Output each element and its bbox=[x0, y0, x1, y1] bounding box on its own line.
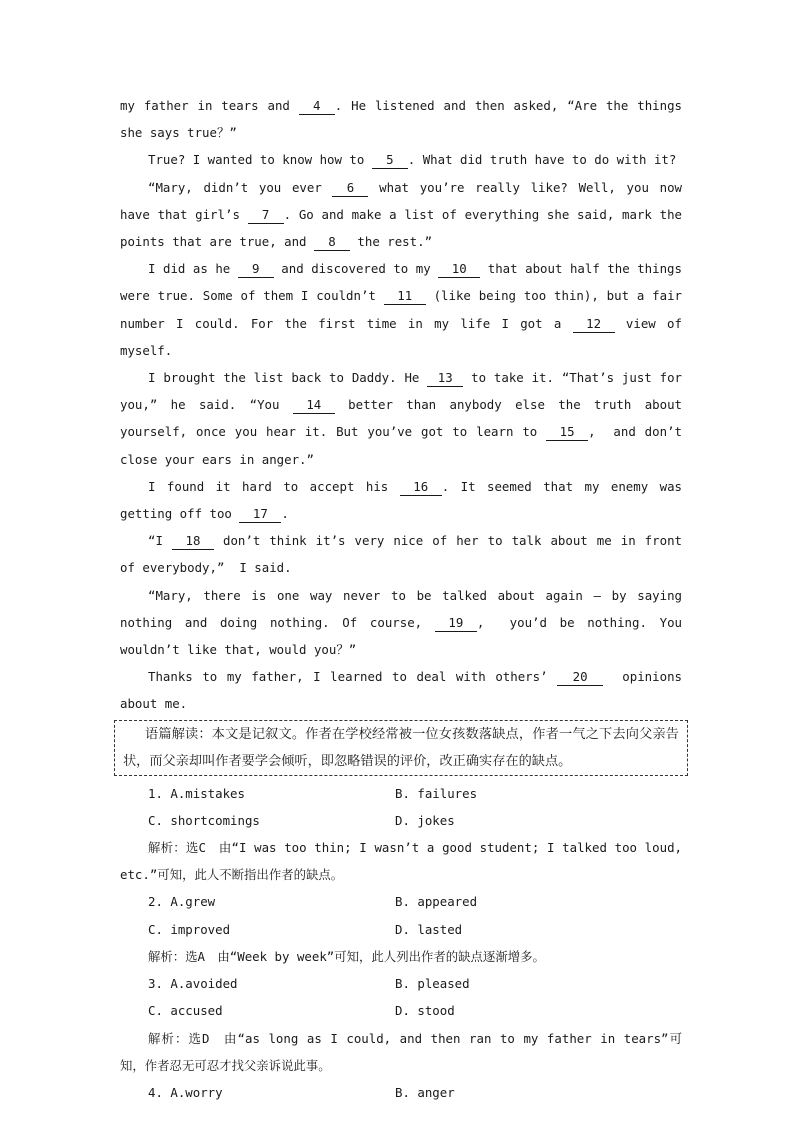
option: 4. A.worry bbox=[148, 1084, 223, 1100]
paragraph-text: I did as he bbox=[148, 261, 238, 277]
blank-18: 18 bbox=[172, 533, 214, 550]
paragraph-text: , and don’t close your ears in anger.” bbox=[120, 424, 690, 467]
option: B. pleased bbox=[395, 976, 470, 992]
option: 2. A.grew bbox=[148, 894, 216, 910]
passage-paragraph bbox=[120, 174, 690, 256]
paragraph-text: Thanks to my father, I learned to deal with others’ bbox=[148, 669, 558, 685]
option: C. improved bbox=[148, 921, 231, 937]
answer-analysis: 解析：选A 由“Week by week”可知，此人列出作者的缺点逐渐增多。 bbox=[148, 948, 545, 964]
option: D. stood bbox=[395, 1003, 455, 1019]
paragraph-text: “Mary, there is one way never to be talked about again — by saying nothing and doing nothing. Of course, bbox=[120, 587, 690, 630]
paragraph-text: I brought the list back to Daddy. He bbox=[148, 370, 428, 386]
blank-6: 6 bbox=[332, 180, 368, 197]
paragraph-text: my father in tears and bbox=[120, 98, 299, 113]
answer-analysis: 解析：选C 由“I was too thin; I wasn’t a good student; I talked too loud, etc.”可知，此人不断指出作者的缺点。 bbox=[120, 840, 690, 883]
passage-paragraph bbox=[120, 663, 690, 717]
blank-19: 19 bbox=[435, 615, 477, 632]
document-page bbox=[120, 92, 690, 1106]
passage-paragraph bbox=[120, 527, 690, 581]
blank-13: 13 bbox=[427, 370, 463, 387]
passage-paragraph bbox=[120, 255, 690, 364]
blank-9: 9 bbox=[238, 261, 274, 278]
paragraph-text: , you’d be nothing. You wouldn’t like that, would you？” bbox=[120, 614, 690, 658]
paragraph-text: . Go and make a list of everything she said, mark the points that are true, and bbox=[120, 206, 690, 250]
blank-4: 4 bbox=[299, 98, 335, 115]
paragraph-text: to take it. “That’s just for you,” he said. “You bbox=[120, 370, 690, 413]
option: B. failures bbox=[395, 785, 478, 801]
paragraph-text: view of myself. bbox=[120, 315, 690, 358]
blank-15: 15 bbox=[546, 424, 588, 441]
option: B. anger bbox=[395, 1084, 455, 1100]
paragraph-text: . It seemed that my enemy was getting off too bbox=[120, 478, 690, 522]
passage-summary: 语篇解读：本文是记叙文。作者在学校经常被一位女孩数落缺点，作者一气之下去向父亲告状，而父亲却叫作者要学会倾听，即忽略错误的评价，改正确实存在的缺点。 bbox=[123, 726, 679, 769]
paragraph-text: “I bbox=[148, 533, 172, 549]
passage-paragraph bbox=[120, 92, 690, 146]
blank-8: 8 bbox=[314, 234, 350, 251]
paragraph-text: “Mary, didn’t you ever bbox=[148, 179, 333, 195]
question-list bbox=[120, 780, 690, 1106]
blank-14: 14 bbox=[293, 397, 335, 414]
summary-box bbox=[114, 720, 688, 776]
paragraph-text: don’t think it’s very nice of her to talk about me in front of everybody,” I said. bbox=[120, 533, 690, 576]
option-row bbox=[120, 780, 682, 807]
blank-12: 12 bbox=[573, 316, 615, 333]
passage-paragraph bbox=[120, 146, 682, 173]
blank-5: 5 bbox=[372, 152, 408, 169]
paragraph-text: True? I wanted to know how to bbox=[148, 152, 372, 168]
paragraph-text: . bbox=[281, 506, 289, 522]
answer-analysis: 解析：选D 由“as long as I could, and then ran to my father in tears”可知，作者忍无可忍才找父亲诉说此事。 bbox=[120, 1030, 682, 1073]
option: 1. A.mistakes bbox=[148, 785, 245, 801]
passage-paragraph bbox=[120, 582, 690, 664]
option: 3. A.avoided bbox=[148, 976, 238, 992]
blank-17: 17 bbox=[239, 506, 281, 523]
blank-10: 10 bbox=[438, 261, 480, 278]
option-row bbox=[120, 807, 682, 834]
option: B. appeared bbox=[395, 894, 478, 910]
passage-paragraph bbox=[120, 473, 690, 527]
paragraph-text: the rest.” bbox=[349, 234, 433, 250]
option: C. accused bbox=[148, 1003, 223, 1019]
option: D. lasted bbox=[395, 921, 463, 937]
blank-20: 20 bbox=[557, 669, 603, 686]
blank-11: 11 bbox=[384, 288, 426, 305]
passage bbox=[120, 92, 690, 718]
option: C. shortcomings bbox=[148, 812, 260, 828]
blank-7: 7 bbox=[248, 207, 284, 224]
paragraph-text: (like being too thin), but a fair number I could. For the first time in my life I got a bbox=[120, 288, 690, 331]
passage-paragraph bbox=[120, 364, 690, 473]
option-row bbox=[120, 888, 682, 915]
paragraph-text: what you’re really like? Well, you now have that girl’s bbox=[120, 179, 690, 222]
option-row bbox=[120, 970, 682, 997]
option-row bbox=[120, 916, 682, 943]
paragraph-text: I found it hard to accept his bbox=[148, 478, 400, 494]
paragraph-text: better than anybody else the truth about yourself, once you hear it. But you’ve got to learn to bbox=[120, 397, 690, 440]
paragraph-text: that about half the things were true. Some of them I couldn’t bbox=[120, 261, 690, 304]
paragraph-text: opinions about me. bbox=[120, 669, 690, 712]
option: D. jokes bbox=[395, 812, 455, 828]
blank-16: 16 bbox=[400, 479, 442, 496]
option-row bbox=[120, 997, 682, 1024]
paragraph-text: . What did truth have to do with it? bbox=[407, 152, 677, 168]
paragraph-text: and discovered to my bbox=[273, 261, 439, 277]
option-row bbox=[120, 1079, 682, 1106]
paragraph-text: . He listened and then asked, “Are the things she says true？” bbox=[120, 98, 690, 141]
